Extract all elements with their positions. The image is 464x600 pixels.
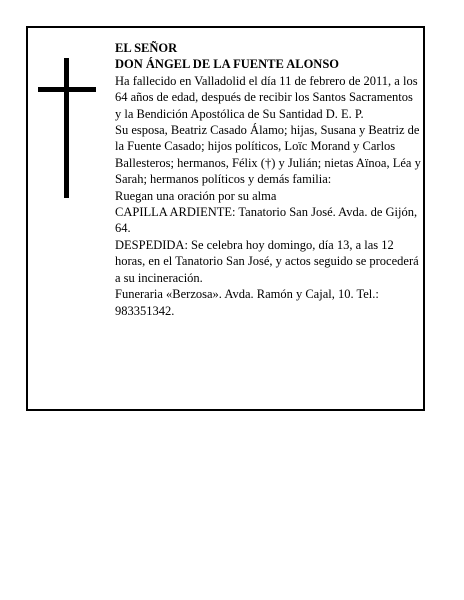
cross-vertical-bar bbox=[64, 58, 69, 198]
notice-text bbox=[115, 40, 421, 319]
chapel-info: CAPILLA ARDIENTE: Tanatorio San José. Avda. de Gijón, 64. bbox=[115, 205, 418, 236]
prayer-request: Ruegan una oración por su alma bbox=[115, 188, 277, 203]
notice-title-line1: EL SEÑOR bbox=[115, 41, 178, 55]
family-list: Su esposa, Beatriz Casado Álamo; hijas, Susana y Beatriz de la Fuente Casado; hijos políticos, Loïc Morand y Carlos Ballesteros; hermanos, Félix (†) y Julián; nietas Aïnoa, Léa y Sarah; hermanos políticos y demás familia: bbox=[115, 123, 421, 187]
obituary-notice bbox=[26, 26, 425, 411]
cross-horizontal-bar bbox=[38, 87, 96, 92]
farewell-info: DESPEDIDA: Se celebra hoy domingo, día 13, a las 12 horas, en el Tanatorio San José, y actos seguido se procederá a su incineración. bbox=[115, 237, 419, 285]
funeral-home-info: Funeraria «Berzosa». Avda. Ramón y Cajal, 10. Tel.: 983351342. bbox=[115, 287, 379, 318]
cross-icon bbox=[38, 58, 98, 198]
deceased-name: DON ÁNGEL DE LA FUENTE ALONSO bbox=[115, 57, 340, 72]
death-announcement: Ha fallecido en Valladolid el día 11 de febrero de 2011, a los 64 años de edad, después de recibir los Santos Sacramentos y la Bendición Apostólica de Su Santidad D. E. P. bbox=[115, 73, 418, 121]
